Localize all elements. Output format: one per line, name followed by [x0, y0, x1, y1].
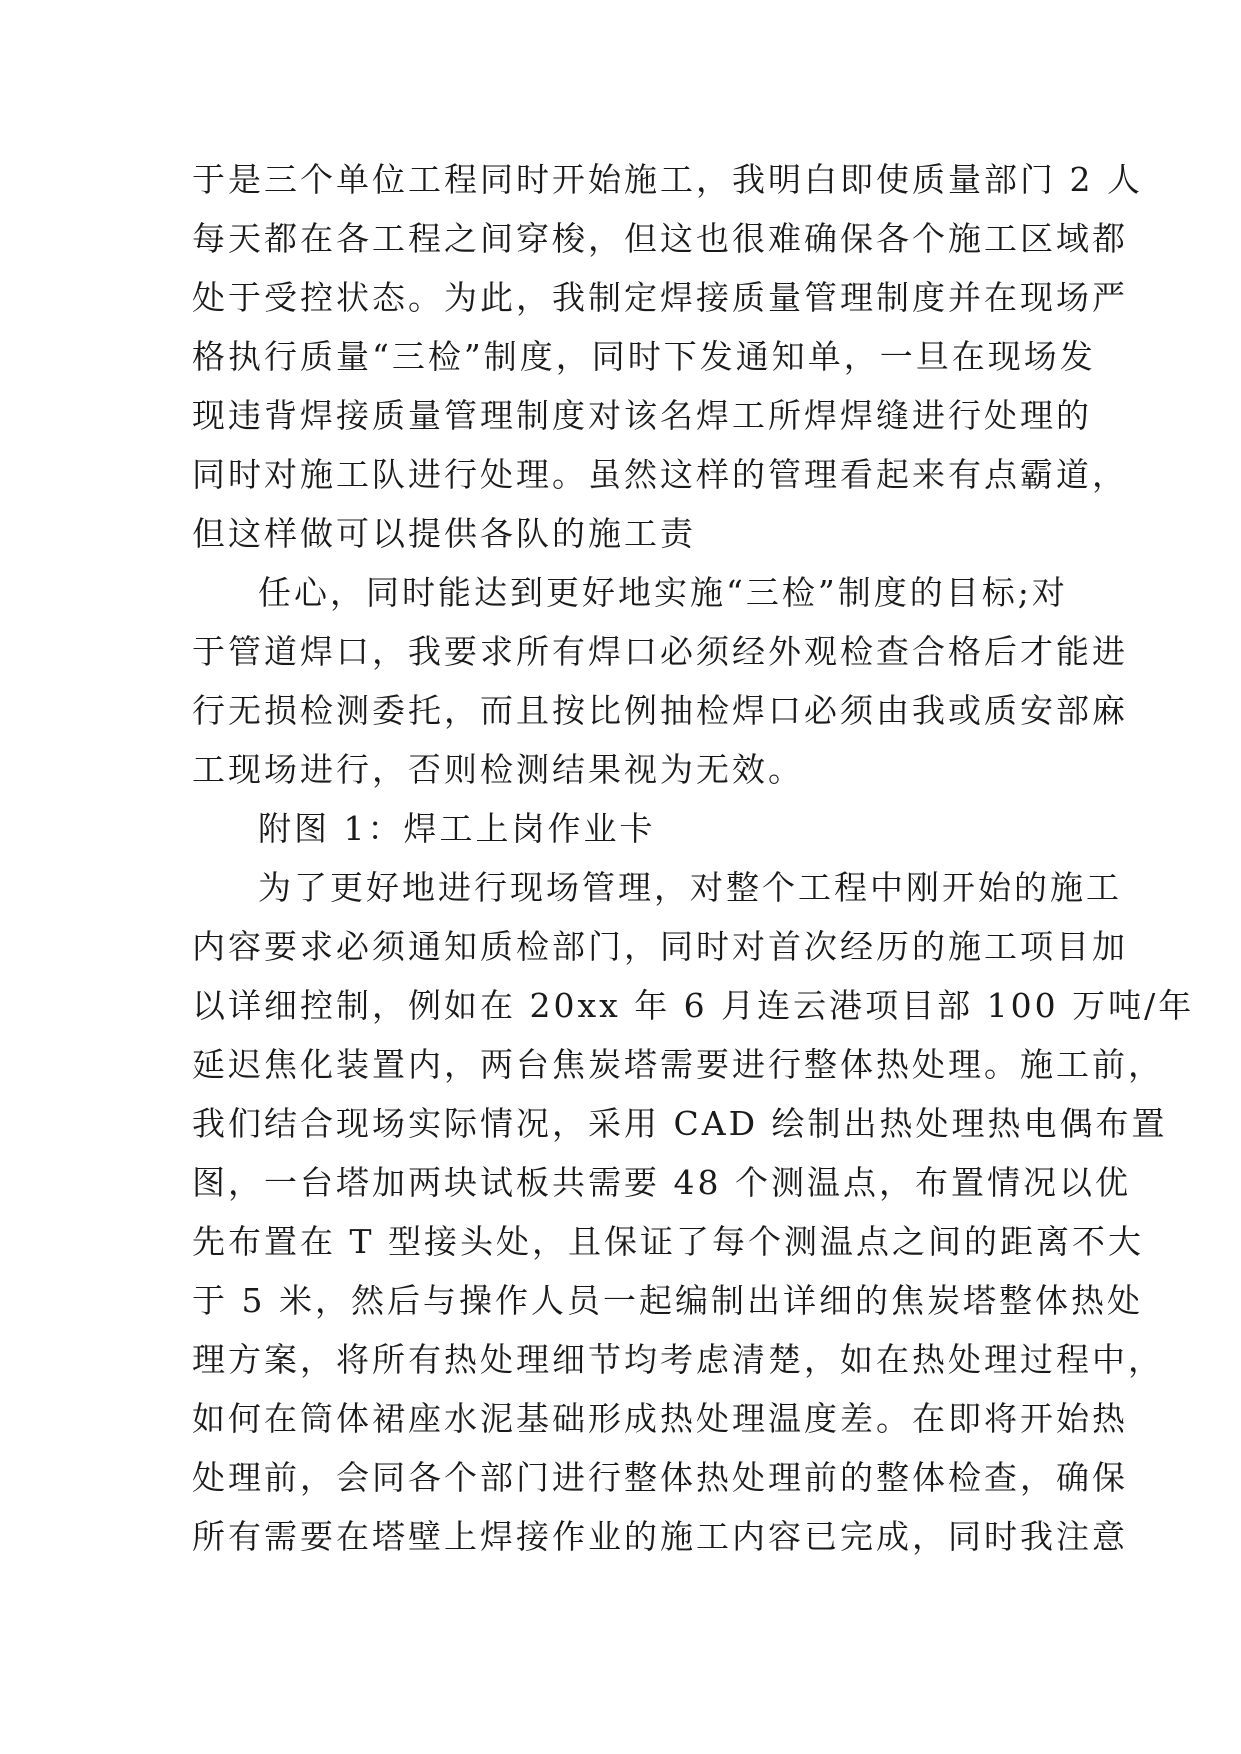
text-line: 所有需要在塔壁上焊接作业的施工内容已完成，同时我注意: [192, 1517, 1128, 1556]
text-line: 处于受控状态。为此，我制定焊接质量管理制度并在现场严: [192, 278, 1128, 317]
text-line: 如何在筒体裙座水泥基础形成热处理温度差。在即将开始热: [192, 1399, 1128, 1438]
text-line: 以详细控制，例如在 20xx 年 6 月连云港项目部 100 万吨/年: [192, 986, 1195, 1025]
text-line: 每天都在各工程之间穿梭，但这也很难确保各个施工区域都: [192, 219, 1128, 258]
text-line: 行无损检测委托，而且按比例抽检焊口必须由我或质安部麻: [192, 691, 1128, 730]
paragraph-first-line: 为了更好地进行现场管理，对整个工程中刚开始的施工: [258, 868, 1122, 907]
text-line: 先布置在 T 型接头处，且保证了每个测温点之间的距离不大: [192, 1222, 1144, 1261]
text-line: 延迟焦化装置内，两台焦炭塔需要进行整体热处理。施工前，: [192, 1045, 1164, 1084]
text-line: 图，一台塔加两块试板共需要 48 个测温点，布置情况以优: [192, 1163, 1131, 1202]
figure-caption: 附图 1：焊工上岗作业卡: [258, 809, 656, 848]
text-line: 处理前，会同各个部门进行整体热处理前的整体检查，确保: [192, 1458, 1128, 1497]
text-line: 理方案，将所有热处理细节均考虑清楚，如在热处理过程中，: [192, 1340, 1164, 1379]
text-line: 格执行质量“三检”制度，同时下发通知单，一旦在现场发: [192, 337, 1096, 376]
text-line: 现违背焊接质量管理制度对该名焊工所焊焊缝进行处理的: [192, 396, 1092, 435]
body-text: [192, 150, 1195, 1566]
text-line: 内容要求必须通知质检部门，同时对首次经历的施工项目加: [192, 927, 1128, 966]
text-line: 但这样做可以提供各队的施工责: [192, 514, 696, 553]
text-line: 于管道焊口，我要求所有焊口必须经外观检查合格后才能进: [192, 632, 1128, 671]
text-line: 工现场进行，否则检测结果视为无效。: [192, 750, 804, 789]
paragraph-first-line: 任心，同时能达到更好地实施“三检”制度的目标;对: [258, 573, 1068, 612]
text-line: 我们结合现场实际情况，采用 CAD 绘制出热处理热电偶布置: [192, 1104, 1168, 1143]
text-line: 于 5 米，然后与操作人员一起编制出详细的焦炭塔整体热处: [192, 1281, 1143, 1320]
text-line: 于是三个单位工程同时开始施工，我明白即使质量部门 2 人: [192, 160, 1143, 199]
text-line: 同时对施工队进行处理。虽然这样的管理看起来有点霸道，: [192, 455, 1128, 494]
